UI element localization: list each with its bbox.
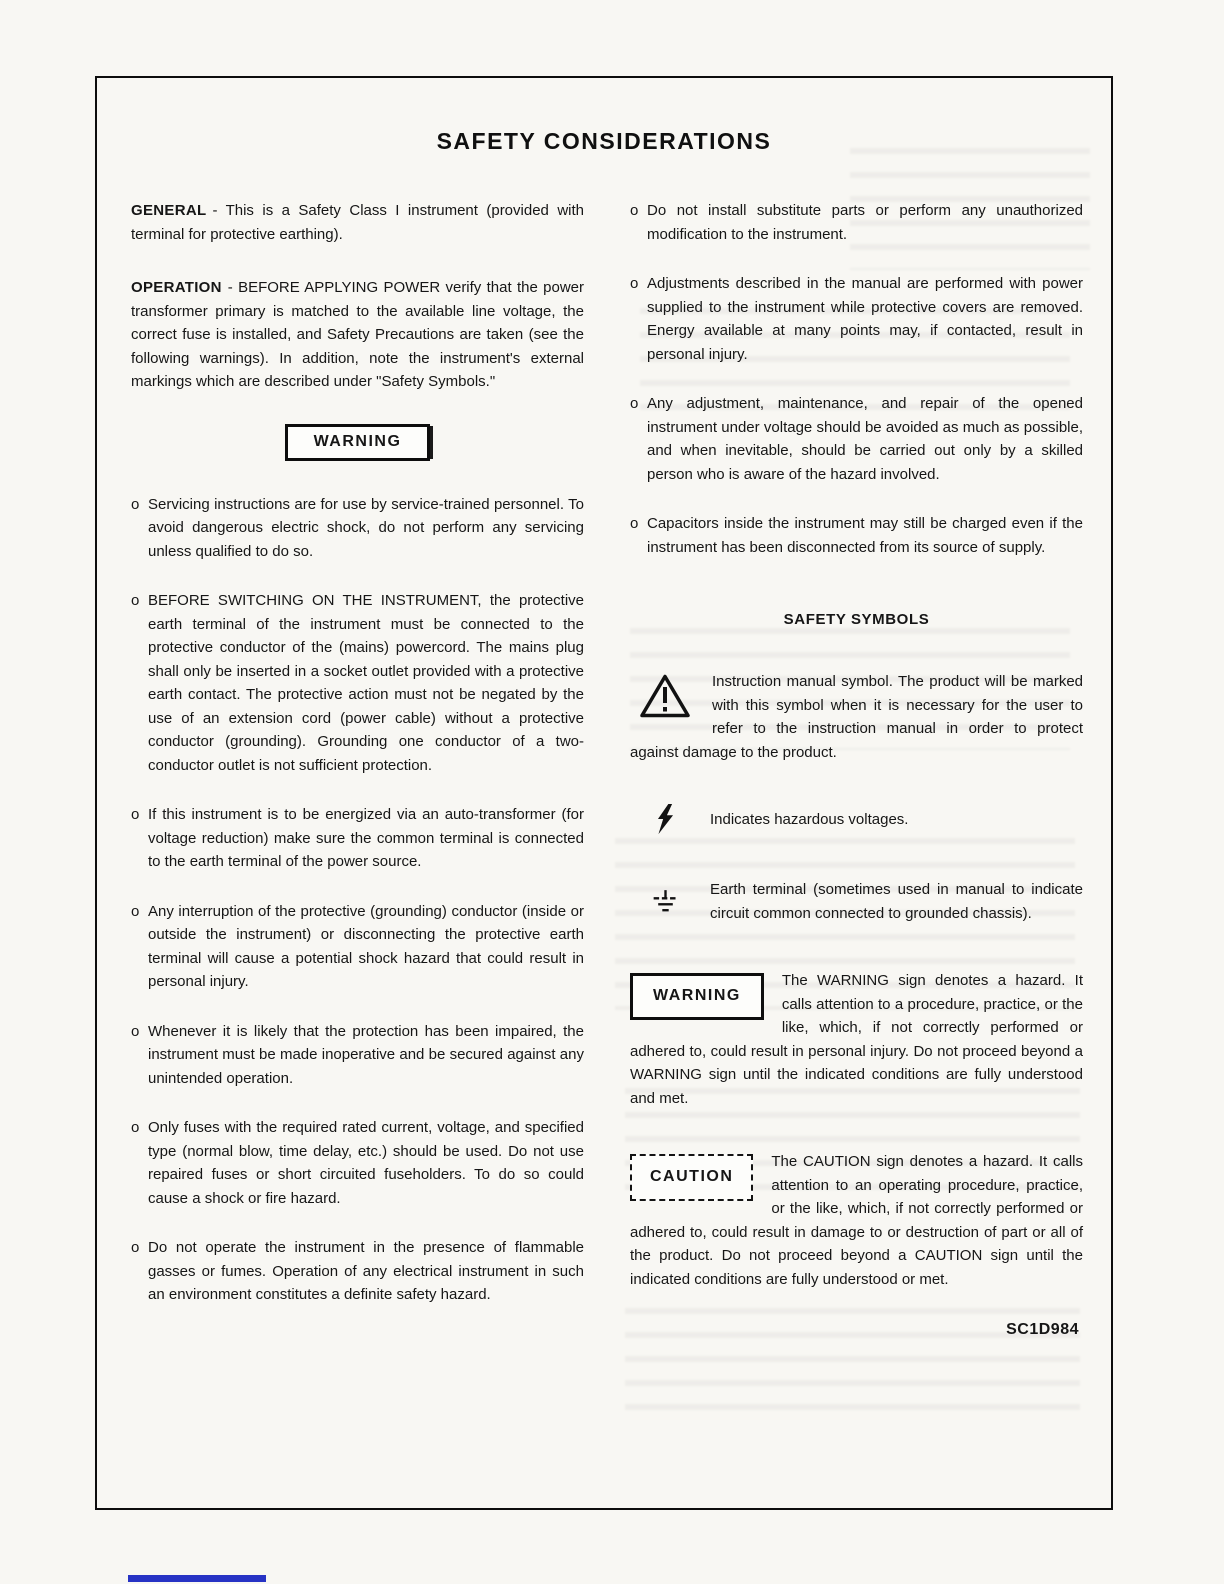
- bullet-item-fuses: [131, 1116, 584, 1210]
- symbol-earth-terminal-text: Earth terminal (sometimes used in manual to indicate circuit common connected to grounded chassis).: [710, 881, 1083, 922]
- symbol-hazardous-voltage: [630, 804, 1083, 836]
- symbol-earth-terminal: [630, 878, 1083, 925]
- symbol-hazardous-voltage-text: Indicates hazardous voltages.: [710, 811, 909, 829]
- caution-sign-label: CAUTION: [650, 1168, 734, 1185]
- symbol-instruction-manual: [630, 670, 1083, 764]
- bullet-marker: o: [131, 495, 140, 513]
- bullet-text: Adjustments described in the manual are performed with power supplied to the instrument while protective covers are removed. Energy available at many points may, if contacted, result in personal injury.: [647, 275, 1083, 363]
- operation-paragraph: [131, 276, 584, 394]
- warning-definition-text: The WARNING sign denotes a hazard. It calls attention to a procedure, practice, or the like, which, if not correctly performed or adhered to, could result in personal injury. Do not proceed beyond a WARNING sign until the indicated conditions are fully understood and met.: [630, 972, 1083, 1107]
- bullet-marker: o: [630, 275, 639, 292]
- general-label: GENERAL: [131, 202, 207, 219]
- operation-text: - BEFORE APPLYING POWER verify that the power transformer primary is matched to the available line voltage, the correct fuse is installed, and Safety Precautions are taken (see the following warnings). In addition, note the instrument's external markings which are described under "Safety Symbols.": [131, 279, 584, 390]
- bullet-item-grounding-interruption: [131, 900, 584, 994]
- bullet-marker: o: [131, 592, 140, 609]
- bullet-text: Any adjustment, maintenance, and repair of the opened instrument under voltage should be avoided as much as possible, and when inevitable, should be carried out only by a skilled person who is aware of the hazard involved.: [647, 395, 1083, 483]
- caution-definition-text: The CAUTION sign denotes a hazard. It calls attention to an operating procedure, practice, or the like, which, if not correctly performed or adhered to, could result in damage to or destruction of part or all of the product. Do not proceed beyond a CAUTION sign until the indicated conditions are fully understood or met.: [630, 1153, 1083, 1288]
- warning-box-label: WARNING: [313, 432, 402, 450]
- document-code: SC1D984: [1006, 1321, 1079, 1338]
- page-title: SAFETY CONSIDERATIONS: [436, 128, 772, 154]
- symbol-instruction-manual-text: Instruction manual symbol. The product will be marked with this symbol when it is necessary for the user to refer to the instruction manual in order to protect against damage to the product.: [630, 673, 1083, 761]
- warning-box: [285, 424, 431, 461]
- scan-artifact-blue-line: [128, 1575, 266, 1582]
- page-border-frame: [95, 76, 1113, 1510]
- warning-definition: [630, 969, 1083, 1110]
- bullet-item-before-switching-on: [131, 589, 584, 777]
- general-paragraph: [131, 199, 584, 246]
- bullet-marker: o: [630, 395, 639, 412]
- bullet-text: Whenever it is likely that the protection has been impaired, the instrument must be made inoperative and be secured against any unintended operation.: [148, 1022, 584, 1087]
- general-text: - This is a Safety Class I instrument (provided with terminal for protective earthing).: [131, 202, 584, 243]
- bullet-item-protection-impaired: [131, 1020, 584, 1091]
- safety-symbols-heading: SAFETY SYMBOLS: [783, 611, 930, 628]
- bullet-text: Any interruption of the protective (grounding) conductor (inside or outside the instrument) or disconnecting the protective earth terminal will cause a potential shock hazard that could result in personal injury.: [148, 902, 584, 990]
- left-column: [131, 199, 584, 1339]
- earth-terminal-icon: [638, 889, 692, 915]
- bullet-item-repair-under-voltage: [630, 392, 1083, 486]
- bullet-marker: o: [630, 515, 639, 532]
- bullet-item-adjustments: [630, 272, 1083, 366]
- caution-sign-box: [630, 1154, 753, 1201]
- bullet-text: Do not install substitute parts or perform any unauthorized modification to the instrument.: [647, 202, 1083, 243]
- bullet-text: Do not operate the instrument in the presence of flammable gasses or fumes. Operation of any electrical instrument in such an environment constitutes a definite safety hazard.: [148, 1239, 584, 1303]
- bullet-marker: o: [131, 1239, 140, 1256]
- right-column: [630, 199, 1083, 1339]
- two-column-layout: [97, 155, 1111, 1339]
- bullet-marker: o: [131, 902, 140, 920]
- caution-definition: [630, 1150, 1083, 1291]
- bullet-item-flammable-gasses: [131, 1236, 584, 1307]
- warning-sign-box: [630, 973, 764, 1020]
- warning-sign-label: WARNING: [653, 987, 741, 1004]
- bullet-marker: o: [131, 806, 140, 823]
- bullet-marker: o: [131, 1119, 140, 1136]
- warning-box-container: [131, 424, 584, 461]
- bullet-text: If this instrument is to be energized via an auto-transformer (for voltage reduction) make sure the common terminal is connected to the earth terminal of the power source.: [148, 806, 584, 870]
- operation-label: OPERATION: [131, 279, 222, 296]
- bullet-item-capacitors-charged: [630, 512, 1083, 559]
- instruction-manual-triangle-icon: [638, 672, 692, 720]
- bullet-text: BEFORE SWITCHING ON THE INSTRUMENT, the protective earth terminal of the instrument must be connected to the protective conductor of the (mains) powercord. The mains plug shall only be inserted in a socket outlet provided with a protective earth contact. The protective action must not be negated by the use of an extension cord (power cable) without a protective conductor (grounding). Grounding one conductor of a two-conductor outlet is not sufficient protection.: [148, 592, 584, 774]
- bullet-text: Servicing instructions are for use by service-trained personnel. To avoid dangerous electric shock, do not perform any servicing unless qualified to do so.: [148, 495, 584, 560]
- bullet-item-auto-transformer: [131, 803, 584, 874]
- bullet-marker: o: [630, 202, 639, 219]
- hazardous-voltage-bolt-icon: [638, 804, 692, 836]
- bullet-text: Capacitors inside the instrument may still be charged even if the instrument has been disconnected from its source of supply.: [647, 515, 1083, 556]
- bullet-item-servicing: [131, 493, 584, 564]
- bullet-text: Only fuses with the required rated current, voltage, and specified type (normal blow, time delay, etc.) should be used. Do not use repaired fuses or short circuited fuseholders. To do so could cause a shock or fire hazard.: [148, 1119, 584, 1207]
- bullet-item-substitute-parts: [630, 199, 1083, 246]
- bullet-marker: o: [131, 1022, 140, 1040]
